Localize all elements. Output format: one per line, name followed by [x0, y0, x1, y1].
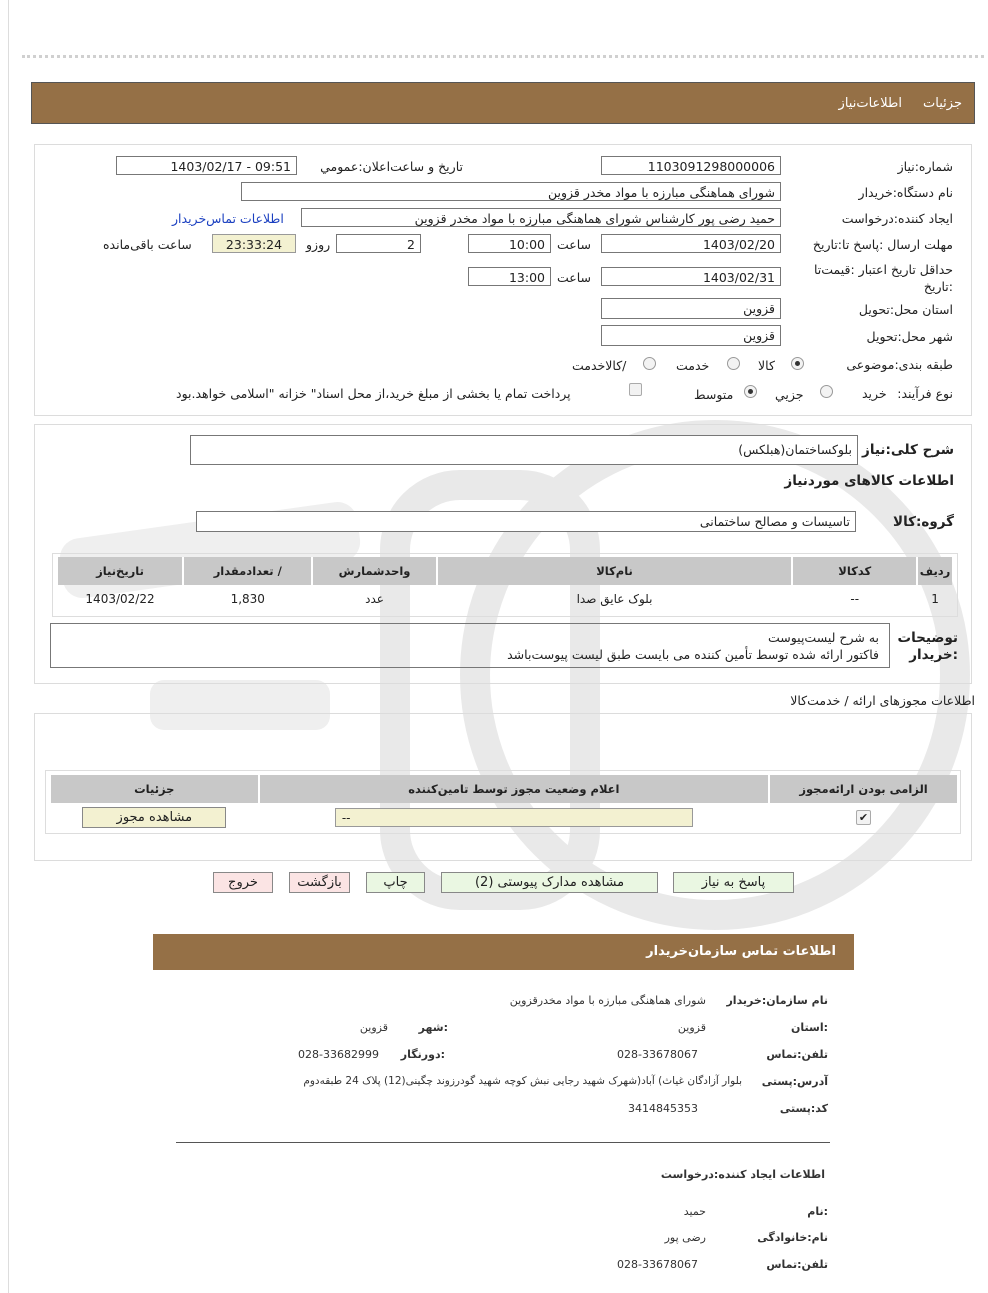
contact-org-value: شورای هماهنگی مبارزه با مواد مخدرقزوین: [509, 994, 706, 1007]
buyer-contact-link[interactable]: اطلاعات تماس‌خریدار: [172, 211, 284, 226]
table-row: [57, 585, 952, 613]
process-buy-label: خرید: [862, 386, 887, 401]
contact-address-label: آدرس:پستی: [761, 1075, 828, 1088]
tab-need-info[interactable]: اطلاعات‌نیاز: [838, 96, 902, 111]
category-both-label: /کالاخدمت: [572, 358, 627, 373]
process-label: نوع فرآیند:: [897, 386, 953, 401]
items-table: [56, 557, 952, 613]
license-table: [49, 775, 957, 831]
announce-field: 1403/02/17 - 09:51: [116, 156, 297, 175]
exit-button[interactable]: خروج: [213, 872, 273, 893]
category-both-radio[interactable]: [643, 357, 656, 370]
row-date: 1403/02/22: [57, 585, 183, 613]
category-goods-label: کالا: [758, 358, 775, 373]
remaining-label: ساعت باقی‌مانده: [103, 237, 192, 252]
validity-time-label: ساعت: [557, 270, 592, 285]
province-label: استان محل:تحویل: [858, 302, 953, 317]
items-col-name: نام‌کالا: [437, 557, 793, 585]
page-header: [31, 82, 975, 124]
validity-time-field: 13:00: [468, 267, 551, 286]
contact-header: [153, 934, 854, 970]
table-row: [50, 803, 957, 831]
contact-fax-value: 028-33682999: [298, 1048, 379, 1061]
validity-label: حداقل تاریخ اعتبار :قیمت‌تا :تاریخ: [813, 262, 953, 294]
contact-postal-value: 3414845353: [628, 1102, 698, 1115]
items-col-row: ردیف: [917, 557, 952, 585]
contact-divider: [176, 1142, 830, 1143]
contact-city-value: قزوین: [359, 1021, 388, 1034]
attachments-button[interactable]: مشاهده مدارک پیوستی (2): [441, 872, 658, 893]
contact-phone-label: تلفن:تماس: [766, 1048, 828, 1061]
contact-fax-label: :دورنگار: [400, 1048, 445, 1061]
back-button[interactable]: بازگشت: [289, 872, 350, 893]
category-label: طبقه بندی:موضوعی: [846, 357, 953, 372]
row-index: 1: [917, 585, 952, 613]
contact-title: اطلاعات تماس سازمان‌خریدار: [646, 944, 836, 959]
items-col-date: تاریخ‌نیاز: [57, 557, 183, 585]
creator-family-label: نام:خانوادگی: [757, 1231, 828, 1244]
summary-field: بلوکساختمان(هبلکس): [190, 435, 858, 465]
print-button[interactable]: چاپ: [366, 872, 425, 893]
group-field: تاسیسات و مصالح ساختمانی: [196, 511, 856, 532]
creator-phone-label: تلفن:تماس: [766, 1258, 828, 1271]
category-service-radio[interactable]: [727, 357, 740, 370]
remaining-time-field: 23:33:24: [212, 234, 296, 253]
contact-phone-value: 028-33678067: [617, 1048, 698, 1061]
days-label: روزو: [306, 237, 331, 252]
summary-label: شرح کلی:نیاز: [862, 442, 954, 458]
items-col-code: کدکالا: [792, 557, 917, 585]
contact-org-label: نام سازمان:خریدار: [726, 994, 828, 1007]
license-col-required: الزامی بودن ارائه‌مجوز: [769, 775, 957, 803]
buyer-org-label: نام دستگاه:خریدار: [858, 185, 953, 200]
category-goods-radio[interactable]: [791, 357, 804, 370]
province-field: قزوین: [601, 298, 781, 319]
process-minor-radio[interactable]: [820, 385, 833, 398]
city-field: قزوین: [601, 325, 781, 346]
creator-label: ایجاد کننده:درخواست: [841, 211, 953, 226]
city-label: شهر محل:تحویل: [866, 329, 953, 344]
treasury-payment-checkbox[interactable]: [629, 383, 642, 396]
creator-field: حمید رضی پور کارشناس شورای هماهنگی مبارزه با مواد مخدر قزوین: [301, 208, 781, 227]
creator-name-value: حمید: [683, 1205, 706, 1218]
buyer-notes-label: توضیحات :خریدار: [897, 630, 958, 663]
deadline-date-field: 1403/02/20: [601, 234, 781, 253]
creator-info-title: اطلاعات ایجاد کننده:درخواست: [660, 1168, 825, 1181]
need-number-label: شماره:نیاز: [897, 159, 953, 174]
reply-button[interactable]: پاسخ به نیاز: [673, 872, 794, 893]
deadline-label: مهلت ارسال :پاسخ تا:تاریخ: [812, 237, 953, 252]
license-status-field: --: [335, 808, 693, 827]
items-col-qty: / تعدادمقدار: [183, 557, 312, 585]
deadline-time-label: ساعت: [557, 237, 592, 252]
goods-info-title: اطلاعات کالاهای موردنیاز: [784, 473, 954, 489]
row-qty: 1,830: [183, 585, 312, 613]
process-medium-radio[interactable]: [744, 385, 757, 398]
validity-date-field: 1403/02/31: [601, 267, 781, 286]
process-minor-label: جزیي: [775, 387, 804, 402]
buyer-notes-box: [50, 623, 890, 668]
creator-family-value: رضی پور: [664, 1231, 706, 1244]
process-medium-label: متوسط: [694, 387, 734, 402]
license-col-status: اعلام وضعیت مجوز توسط تامین‌کننده: [259, 775, 769, 803]
items-col-unit: واحدشمارش: [312, 557, 436, 585]
view-license-button[interactable]: مشاهده مجوز: [82, 807, 226, 828]
contact-address-value: بلوار آزادگان غیاث) آباد(شهرک شهید رجایی نبش کوچه شهید گودرزوند چگینی(12) پلاک 24 طبقه‌دوم: [303, 1075, 742, 1087]
need-number-field: 1103091298000006: [601, 156, 781, 175]
row-name: بلوک عایق صدا: [437, 585, 793, 613]
creator-name-label: :نام: [807, 1205, 828, 1218]
tab-details[interactable]: جزئیات: [923, 96, 962, 111]
group-label: گروه:کالا: [893, 514, 954, 530]
contact-city-label: :شهر: [418, 1021, 448, 1034]
buyer-notes-line-2: فاکتور ارائه شده توسط تأمین کننده می بایست طبق لیست پیوست‌باشد: [507, 647, 879, 662]
contact-province-label: :استان: [791, 1021, 828, 1034]
buyer-notes-line-1: به شرح لیست‌پیوست: [767, 630, 879, 645]
creator-phone-value: 028-33678067: [617, 1258, 698, 1271]
category-service-label: خدمت: [676, 358, 710, 373]
treasury-payment-note: پرداخت تمام یا بخشی از مبلغ خرید،از محل اسناد" خزانه "اسلامی خواهد.بود: [176, 386, 571, 401]
contact-province-value: قزوین: [677, 1021, 706, 1034]
days-field: 2: [336, 234, 421, 253]
row-unit: عدد: [312, 585, 436, 613]
row-code: --: [792, 585, 917, 613]
contact-postal-label: کد:پستی: [779, 1102, 828, 1115]
license-col-details: جزئیات: [50, 775, 259, 803]
license-title: اطلاعات مجوزهای ارائه / خدمت‌کالا: [790, 693, 975, 708]
deadline-time-field: 10:00: [468, 234, 551, 253]
buyer-org-field: شورای هماهنگی مبارزه با مواد مخدر قزوین: [241, 182, 781, 201]
license-required-checkbox: ✔: [856, 810, 871, 825]
left-border: [8, 0, 9, 1293]
announce-label: تاریخ و ساعت‌اعلان:عمومي: [320, 159, 463, 174]
top-divider: [22, 55, 984, 58]
